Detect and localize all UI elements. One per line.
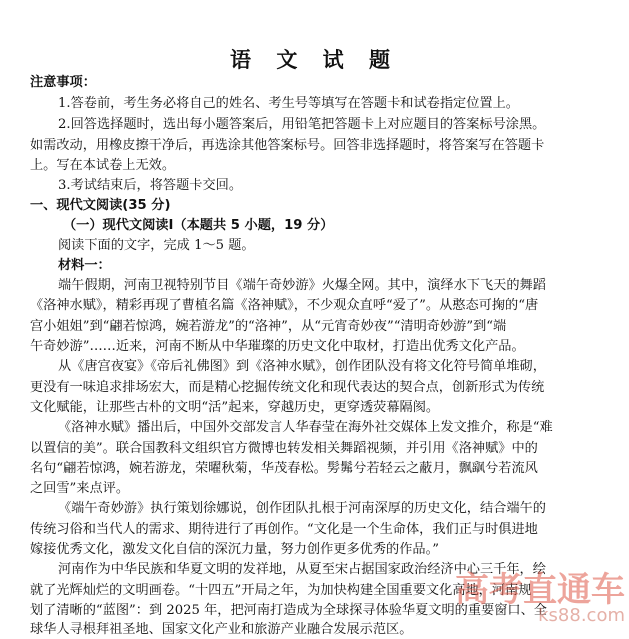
watermark-logo [455, 570, 625, 626]
body-line: 更没有一味追求排场宏大，而是精心挖掘传统文化和现代表达的契合点，创新形式为传统 [30, 380, 545, 395]
notes-line-5: 3.考试结束后，将答题卡交回。 [58, 178, 243, 193]
body-line: 嫁接优秀文化，激发文化自信的深沉力量，努力创作更多优秀的作品。” [30, 542, 439, 557]
body-line: 名句“翩若惊鸿，婉若游龙，荣曜秋菊，华茂春松。髣髴兮若轻云之蔽月，飘飖兮若流风 [30, 461, 538, 476]
notes-line-2: 2.回答选择题时，选出每小题答案后，用铅笔把答题卡上对应题目的答案标号涂黑。 [58, 117, 546, 132]
body-line: 《洛神水赋》，精彩再现了曹植名篇《洛神赋》，不少观众直呼“爱了”。从憨态可掬的“唐 [30, 298, 539, 313]
material-label: 材料一： [58, 258, 111, 273]
body-line: 传统习俗和当代人的需求、期待进行了再创作。“文化是一个生命体，我们正与时俱进地 [30, 522, 538, 537]
body-line: 球华人寻根拜祖圣地、国家文化产业和旅游产业融合发展示范区。 [30, 622, 413, 637]
subsection-heading: （一）现代文阅读Ⅰ（本题共 5 小题，19 分） [63, 218, 334, 233]
body-line: 从《唐宫夜宴》《帝后礼佛图》到《洛神水赋》，创作团队没有将文化符号简单堆砌， [58, 359, 546, 374]
section-heading: 一、现代文阅读(35 分) [30, 198, 171, 213]
notes-line-3: 如需改动，用橡皮擦干净后，再选涂其他答案标号。回答非选择题时，将答案写在答题卡 [30, 138, 545, 153]
notes-line-1: 1.答卷前，考生务必将自己的姓名、考生号等填写在答题卡和试卷指定位置上。 [58, 96, 519, 111]
notes-heading: 注意事项： [30, 75, 96, 90]
body-line: 宫小姐姐”到“翩若惊鸿，婉若游龙”的“洛神”，从“元宵奇妙夜”“清明奇妙游”到“端 [30, 319, 507, 334]
body-line: 河南作为中华民族和华夏文明的发祥地，从夏至宋占据国家政治经济中心三千年，绘 [58, 562, 546, 577]
watermark-url: ks88.com [538, 605, 625, 626]
body-line: 文化赋能，让那些古朴的文明“活”起来，穿越历史，更穿透荧幕隔阂。 [30, 400, 440, 415]
body-line: 端午假期，河南卫视特别节目《端午奇妙游》火爆全网。其中，演绎水下飞天的舞蹈 [58, 278, 546, 293]
body-line: 划了清晰的“蓝图”：到 2025 年，把河南打造成为全球探寻体验华夏文明的重要窗口、全 [30, 603, 547, 618]
reading-instruction: 阅读下面的文字，完成 1～5 题。 [58, 238, 255, 253]
body-line: 就了光辉灿烂的文明画卷。“十四五”开局之年，为加快构建全国重要文化高地，河南规 [30, 583, 532, 598]
watermark-text: 高考直通车 [455, 570, 625, 610]
body-line: 以置信的美”。联合国教科文组织官方微博也转发相关舞蹈视频，并引用《洛神赋》中的 [30, 441, 538, 456]
body-line: 《洛神水赋》播出后，中国外交部发言人华春莹在海外社交媒体上发文推介，称是“难 [58, 420, 553, 435]
body-line: 午奇妙游”……近来，河南不断从中华璀璨的历史文化中取材，打造出优秀文化产品。 [30, 339, 525, 354]
body-line: 《端午奇妙游》执行策划徐娜说，创作团队扎根于河南深厚的历史文化，结合端午的 [58, 501, 546, 516]
body-line: 之回雪”来点评。 [30, 481, 130, 496]
notes-line-4: 上。写在本试卷上无效。 [30, 158, 176, 173]
page-title: 语 文 试 题 [230, 48, 399, 72]
